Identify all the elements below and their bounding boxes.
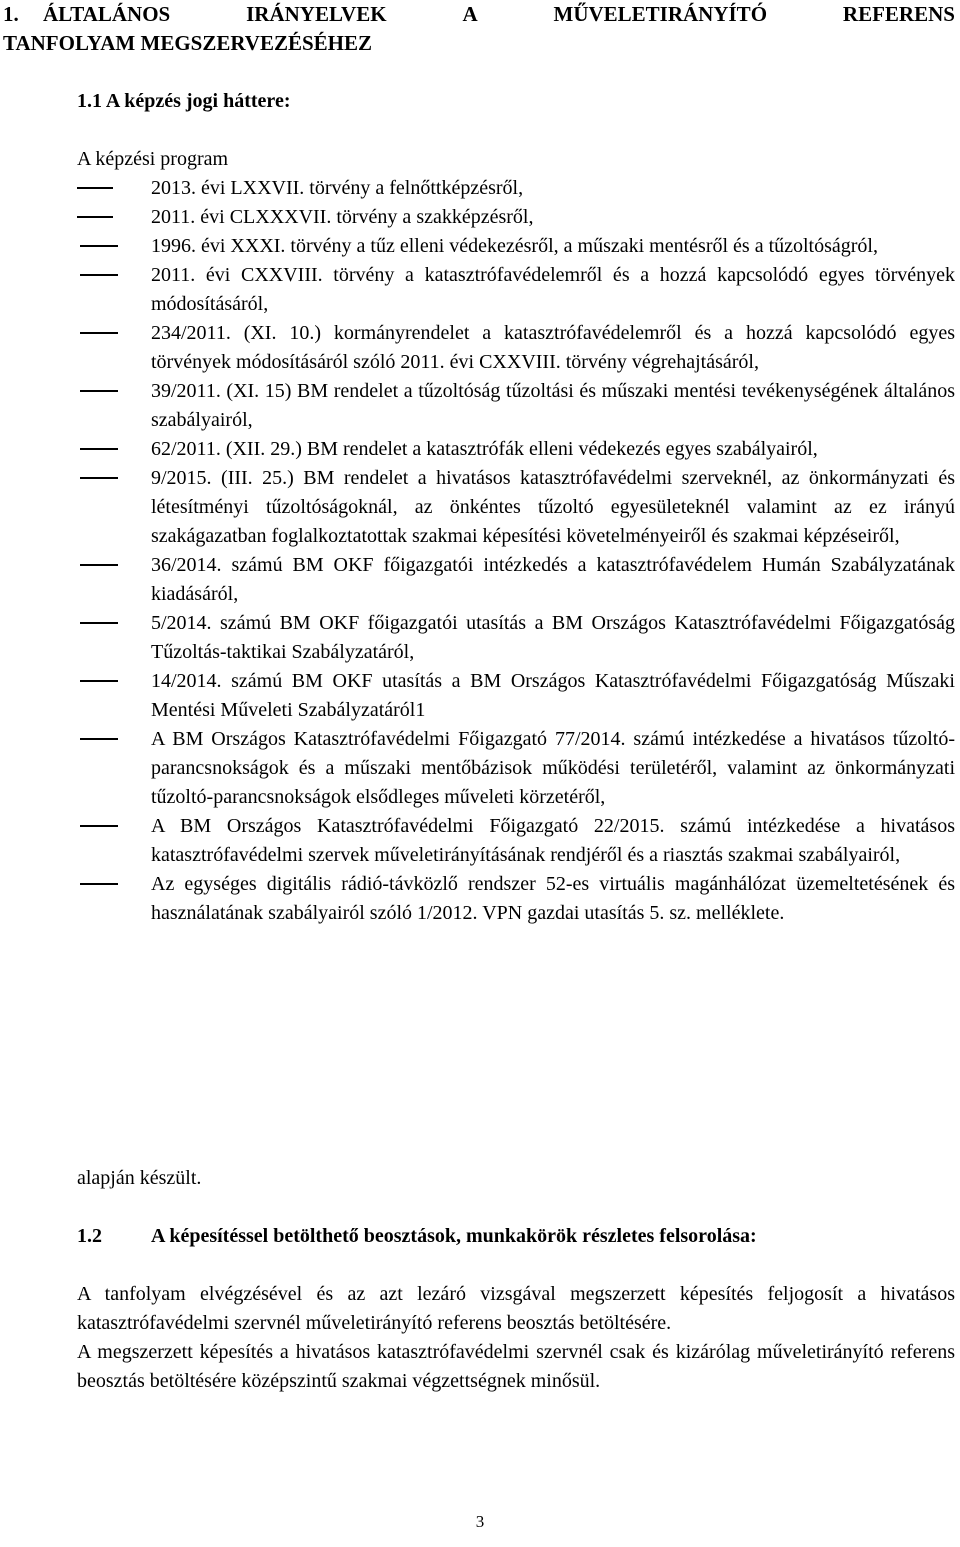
list-item: 62/2011. (XII. 29.) BM rendelet a katasztrófák elleni védekezés egyes szabályairól, [77, 435, 955, 464]
dash-bullet-icon [80, 883, 118, 885]
list-item: 14/2014. számú BM OKF utasítás a BM Országos Katasztrófavédelmi Főigazgatóság Műszaki Mentési Műveleti Szabályzatáról1 [77, 667, 955, 725]
list-item: 234/2011. (XI. 10.) kormányrendelet a katasztrófavédelemről és a hozzá kapcsolódó egyes törvények módosításáról szóló 2011. évi CXXVIII. törvény végrehajtásáról, [77, 319, 955, 377]
section-heading-1-1: 1.1 A képzés jogi háttere: [77, 90, 291, 112]
chapter-title-word: MŰVELETIRÁNYÍTÓ [553, 2, 768, 26]
dash-bullet-icon [77, 216, 113, 218]
chapter-title-word: REFERENS [842, 2, 955, 26]
chapter-heading [3, 0, 955, 58]
dash-bullet-icon [80, 564, 118, 566]
section-title: A képesítéssel betölthető beosztások, munkakörök részletes felsorolása: [151, 1225, 757, 1247]
chapter-heading-line1 [3, 0, 955, 29]
dash-bullet-icon [80, 738, 118, 740]
dash-bullet-icon [80, 245, 118, 247]
chapter-title-word: ÁLTALÁNOS [43, 2, 171, 26]
dash-bullet-icon [77, 187, 113, 189]
chapter-title-words [43, 0, 955, 29]
list-item: Az egységes digitális rádió-távközlő rendszer 52-es virtuális magánhálózat üzemeltetésének és használatának szabályairól szóló 1/2012. VPN gazdai utasítás 5. sz. melléklete. [77, 870, 955, 928]
dash-bullet-icon [80, 274, 118, 276]
chapter-title-word: IRÁNYELVEK [246, 2, 387, 26]
dash-bullet-icon [80, 448, 118, 450]
paragraph: A tanfolyam elvégzésével és az azt lezáró vizsgával megszerzett képesítés feljogosít a hivatásos katasztrófavédelmi szervnél műveletirányító referens beosztás betöltésére. [77, 1283, 955, 1334]
chapter-title-word: A [462, 2, 478, 26]
list-item: 9/2015. (III. 25.) BM rendelet a hivatásos katasztrófavédelmi szerveknél, az önkormányzati és létesítményi tűzoltóságoknál, az önkéntes tűzoltó egyesületeknél valamint az ez irányú szakágazatban foglalkoztatottak szakmai képesítési követelményeiről és szakmai képzéseiről, [77, 464, 955, 551]
list-item: 2011. évi CLXXXVII. törvény a szakképzésről, [77, 203, 955, 232]
closing-text: alapján készült. [77, 1167, 202, 1189]
paragraph: A megszerzett képesítés a hivatásos katasztrófavédelmi szervnél csak és kizárólag műveletirányító referens beosztás betöltésére középszintű szakmai végzettségnek minősül. [77, 1341, 955, 1392]
list-item: 1996. évi XXXI. törvény a tűz elleni védekezésről, a műszaki mentésről és a tűzoltóságról, [77, 232, 955, 261]
legal-basis-list [77, 174, 955, 928]
dash-bullet-icon [80, 332, 118, 334]
intro-text: A képzési program [77, 148, 229, 170]
page-number: 3 [475, 1512, 485, 1531]
list-item: 36/2014. számú BM OKF főigazgatói intézkedés a katasztrófavédelem Humán Szabályzatának kiadásáról, [77, 551, 955, 609]
list-item: 5/2014. számú BM OKF főigazgatói utasítás a BM Országos Katasztrófavédelmi Főigazgatóság Tűzoltás-taktikai Szabályzatáról, [77, 609, 955, 667]
section-number: 1.2 [77, 1225, 102, 1247]
list-item: 2013. évi LXXVII. törvény a felnőttképzésről, [77, 174, 955, 203]
chapter-number: 1. [3, 2, 19, 26]
list-item: A BM Országos Katasztrófavédelmi Főigazgató 77/2014. számú intézkedése a hivatásos tűzoltó-parancsnokságok és a műszaki mentőbázisok működési területéről, valamint az önkormányzati tűzoltó-parancsnokságok elsődleges műveleti körzetéről, [77, 725, 955, 812]
list-item: A BM Országos Katasztrófavédelmi Főigazgató 22/2015. számú intézkedése a hivatásos katasztrófavédelmi szervek műveletirányításának rendjéről és a riasztás szakmai szabályairól, [77, 812, 955, 870]
dash-bullet-icon [80, 622, 118, 624]
section-heading-1-2 [77, 1222, 955, 1251]
dash-bullet-icon [80, 680, 118, 682]
list-item: 2011. évi CXXVIII. törvény a katasztrófavédelemről és a hozzá kapcsolódó egyes törvények módosításáról, [77, 261, 955, 319]
dash-bullet-icon [80, 825, 118, 827]
chapter-title-line2: TANFOLYAM MEGSZERVEZÉSÉHEZ [3, 31, 372, 55]
dash-bullet-icon [80, 390, 118, 392]
dash-bullet-icon [80, 477, 118, 479]
list-item: 39/2011. (XI. 15) BM rendelet a tűzoltóság tűzoltási és műszaki mentési tevékenységének általános szabályairól, [77, 377, 955, 435]
